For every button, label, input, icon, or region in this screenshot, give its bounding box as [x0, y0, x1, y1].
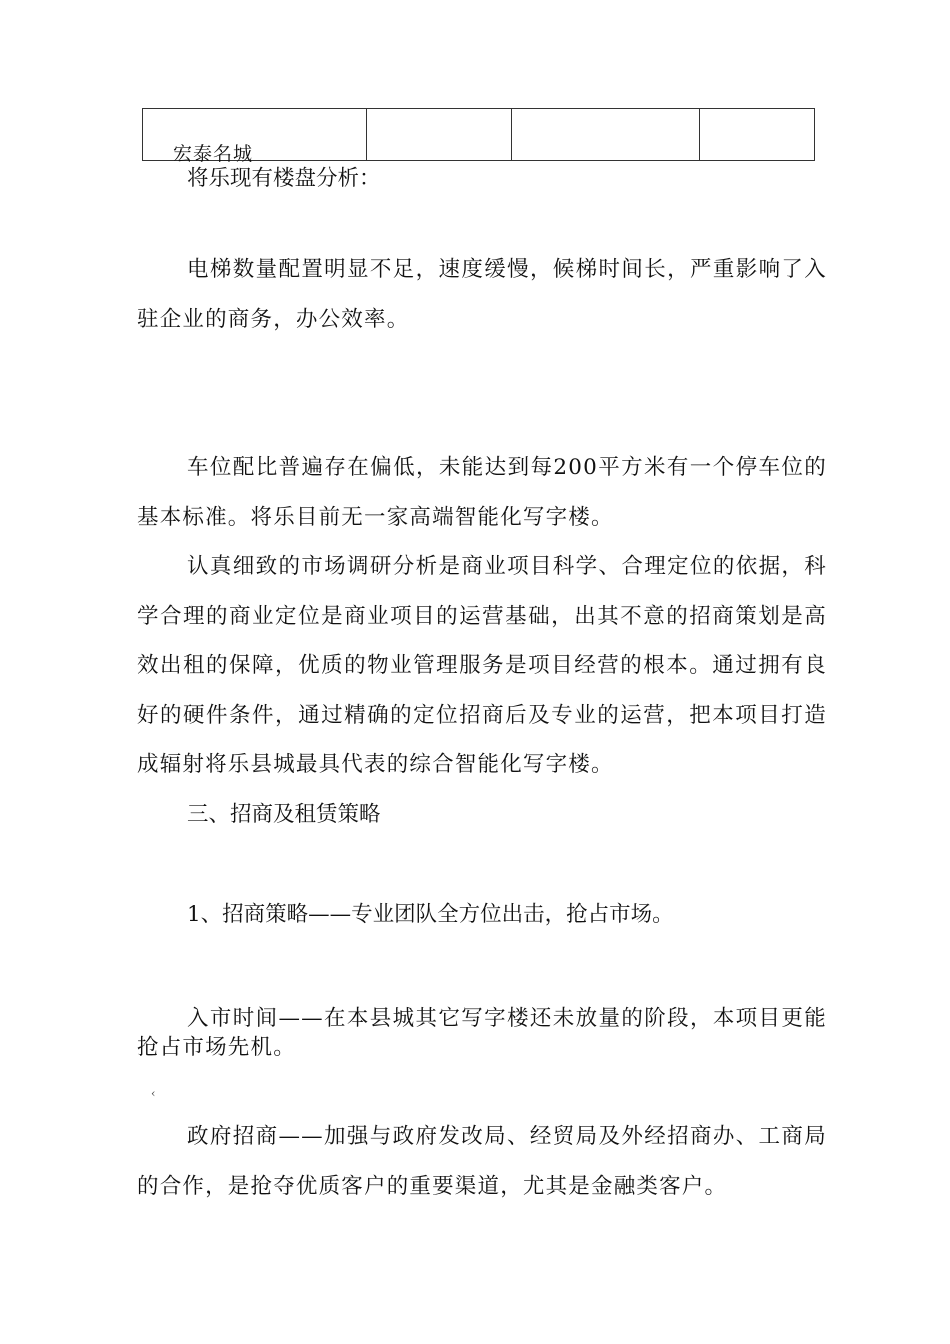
strategy-heading: 1、招商策略——专业团队全方位出击，抢占市场。	[187, 902, 674, 927]
paragraph-government-investment: 政府招商——加强与政府发改局、经贸局及外经招商办、工商局的合作，是抢夺优质客户的重要渠道，尤其是金融类客户。	[137, 1124, 827, 1199]
table-cell	[367, 109, 512, 161]
table-cell-text: 宏泰名城	[173, 143, 254, 165]
stray-mark: ‹	[151, 1087, 156, 1100]
paragraph-parking: 车位配比普遍存在偏低，未能达到每200平方米有一个停车位的基本标准。将乐目前无一家高端智能化写字楼。	[137, 455, 827, 530]
paragraph-elevator: 电梯数量配置明显不足，速度缓慢，候梯时间长，严重影响了入驻企业的商务，办公效率。	[137, 257, 827, 332]
paragraph-market-timing: 入市时间——在本县城其它写字楼还未放量的阶段，本项目更能抢占市场先机。	[137, 1006, 827, 1060]
property-table-fragment	[142, 108, 815, 165]
table-row	[143, 109, 815, 161]
table-cell	[143, 109, 367, 165]
section-heading: 三、招商及租赁策略	[187, 802, 381, 827]
table-cell	[700, 109, 815, 161]
section-subheading: 将乐现有楼盘分析：	[187, 166, 381, 191]
paragraph-positioning: 认真细致的市场调研分析是商业项目科学、合理定位的依据，科学合理的商业定位是商业项目的运营基础，出其不意的招商策划是高效出租的保障，优质的物业管理服务是项目经营的根本。通过拥有良好的硬件条件，通过精确的定位招商后及专业的运营，把本项目打造成辐射将乐县城最具代表的综合智能化写字楼。	[137, 554, 827, 777]
table-cell	[512, 109, 700, 161]
